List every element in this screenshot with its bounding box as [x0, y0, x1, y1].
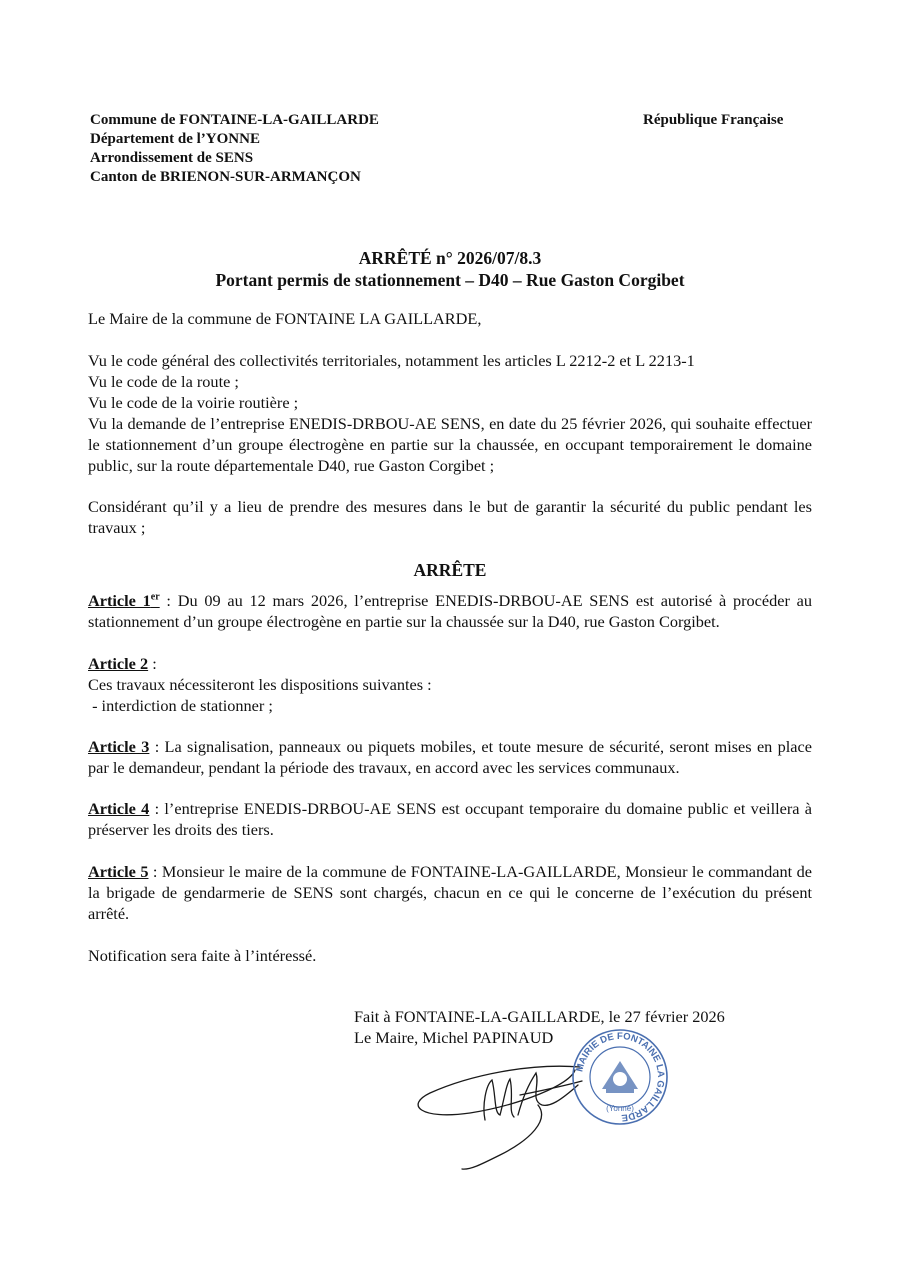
stamp-text: MAIRIE DE FONTAINE LA GAILLARDE — [574, 1030, 667, 1124]
article-3-text: : La signalisation, panneaux ou piquets mobiles, et toute mesure de sécurité, seront mises en place par le demandeur, pendant la période des travaux, en accord avec les services communaux. — [88, 737, 812, 777]
article-2-line1: Ces travaux nécessiteront les dispositions suivantes : — [88, 675, 432, 694]
arrete-number: ARRÊTÉ n° 2026/07/8.3 — [358, 248, 542, 268]
vu-code-route: Vu le code de la route ; — [88, 372, 239, 391]
canton-name: Canton de BRIENON-SUR-ARMANÇON — [90, 169, 361, 185]
article-4 — [88, 798, 812, 840]
notification-text: Notification sera faite à l’intéressé. — [88, 946, 317, 965]
article-3 — [88, 736, 812, 778]
arrondissement-name: Arrondissement de SENS — [90, 150, 254, 166]
article-4-text: : l’entreprise ENEDIS-DRBOU-AE SENS est occupant temporaire du domaine public et veillera à préserver les droits des tiers. — [88, 799, 812, 839]
article-5-label: Article 5 — [88, 862, 149, 881]
article-2: Article 2 : — [88, 654, 157, 673]
arrete-heading: ARRÊTE — [413, 560, 487, 580]
article-5 — [88, 861, 812, 924]
vu-demande: Vu la demande de l’entreprise ENEDIS-DRBOU-AE SENS, en date du 25 février 2026, qui souhaite effectuer le stationnement d’un groupe électrogène en partie sur la chaussée, en occupant temporairement le domaine public, sur la route départementale D40, rue Gaston Corgibet ; — [88, 414, 812, 475]
article-1 — [88, 590, 812, 632]
article-1-label: Article 1er — [88, 591, 160, 610]
handwritten-signature — [410, 1045, 590, 1175]
vu-cgct: Vu le code général des collectivités territoriales, notamment les articles L 2212-2 et L 2213-1 — [88, 351, 695, 370]
arrete-subject: Portant permis de stationnement – D40 – Rue Gaston Corgibet — [215, 270, 685, 290]
signatory: Le Maire, Michel PAPINAUD — [354, 1028, 554, 1047]
departement-name: Département de l’YONNE — [90, 131, 260, 147]
article-3-label: Article 3 — [88, 737, 150, 756]
document-title — [88, 247, 812, 291]
mairie-stamp — [570, 1027, 670, 1127]
article-4-label: Article 4 — [88, 799, 150, 818]
vu-voirie: Vu le code de la voirie routière ; — [88, 393, 299, 412]
stamp-emblem-icon — [602, 1061, 638, 1093]
commune-name: Commune de FONTAINE-LA-GAILLARDE — [90, 112, 379, 128]
article-5-text: : Monsieur le maire de la commune de FONTAINE-LA-GAILLARDE, Monsieur le commandant de la brigade de gendarmerie de SENS sont chargés, chacun en ce qui le concerne de l’exécution du présent arrêté. — [88, 862, 812, 923]
considerant-text: Considérant qu’il y a lieu de prendre des mesures dans le but de garantir la sécurité du public pendant les travaux ; — [88, 497, 812, 537]
article-2-label: Article 2 — [88, 654, 149, 673]
stamp-subtext: (Yonne) — [606, 1104, 634, 1113]
article-1-text: : Du 09 au 12 mars 2026, l’entreprise ENEDIS-DRBOU-AE SENS est autorisé à procéder au stationnement d’un groupe électrogène en partie sur la chaussée sur la D40, rue Gaston Corgibet. — [88, 591, 812, 631]
republique-francaise: République Française — [643, 112, 784, 128]
header-left — [90, 111, 379, 187]
intro-text: Le Maire de la commune de FONTAINE LA GAILLARDE, — [88, 309, 482, 328]
place-date: Fait à FONTAINE-LA-GAILLARDE, le 27 février 2026 — [354, 1007, 725, 1026]
article-2-line2: - interdiction de stationner ; — [88, 696, 273, 715]
